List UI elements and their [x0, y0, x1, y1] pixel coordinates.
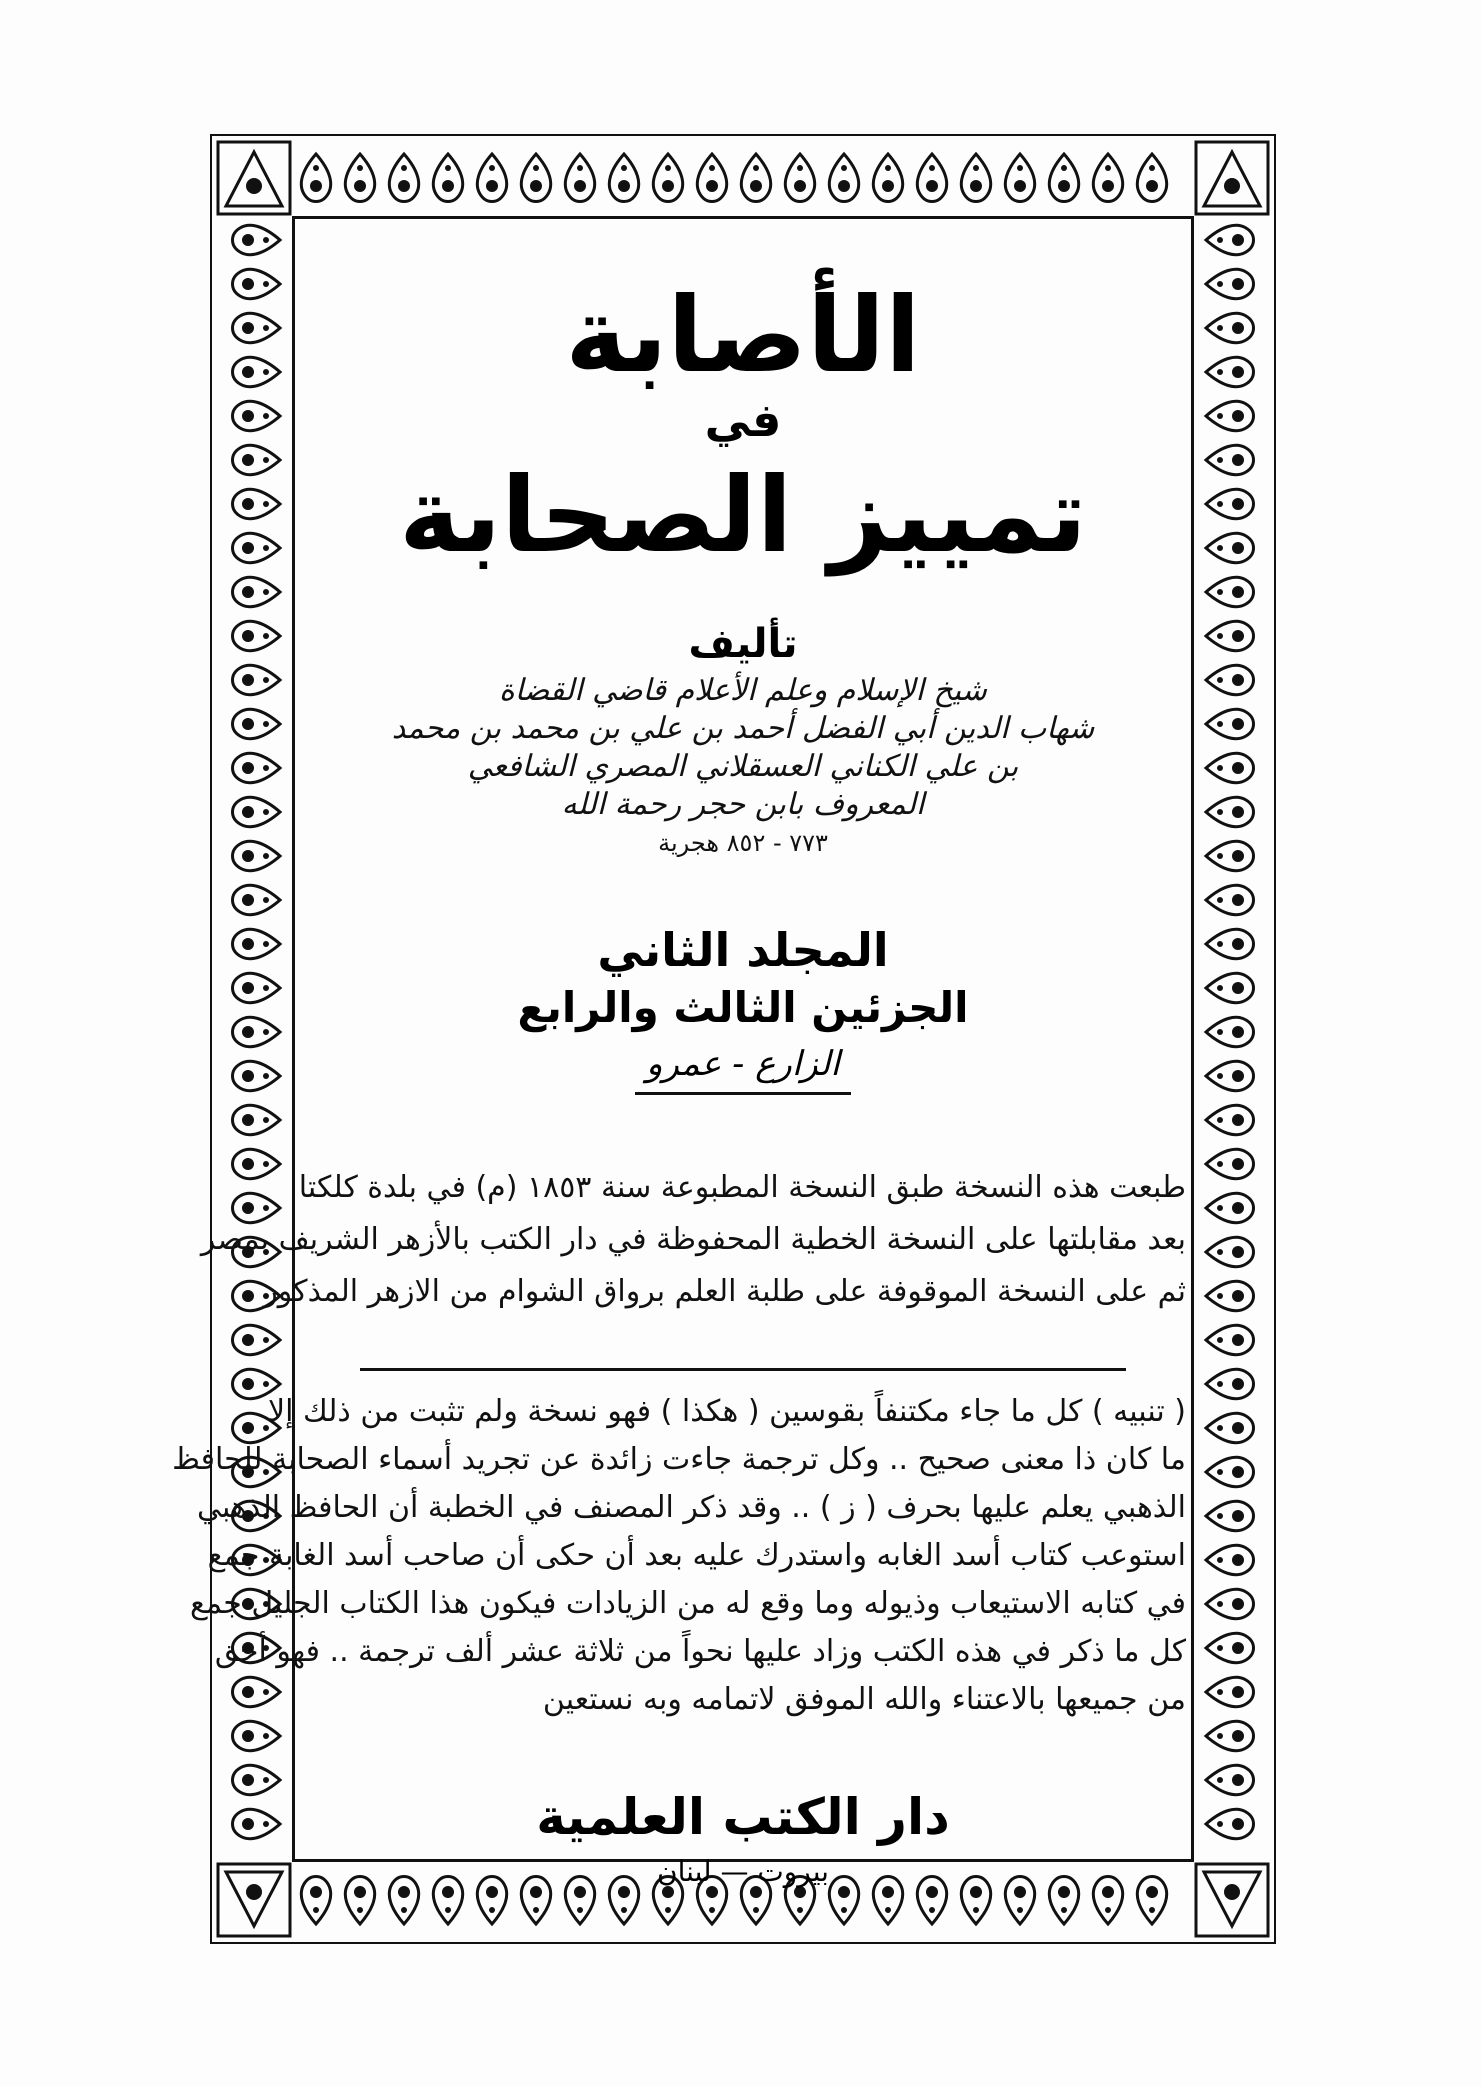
teardrop-ornament-icon [1206, 1281, 1254, 1310]
teardrop-ornament-icon [1206, 973, 1254, 1002]
author-line: المعروف بابن حجر رحمة الله [561, 787, 925, 822]
notice-line: استوعب كتاب أسد الغابه واستدرك عليه بعد أن حكى أن صاحب أسد الغابة جمع [207, 1538, 1186, 1573]
volume-title: المجلد الثاني [597, 923, 889, 977]
teardrop-ornament-icon [1206, 1721, 1254, 1750]
teardrop-ornament-icon [233, 841, 281, 870]
notice-line: كل ما ذكر في هذه الكتب وزاد عليها نحواً من ثلاثة عشر ألف ترجمة .. فهو أحق [214, 1634, 1186, 1669]
teardrop-ornament-icon [233, 1149, 281, 1178]
teardrop-ornament-icon [1206, 1589, 1254, 1618]
teardrop-ornament-icon [521, 154, 550, 202]
teardrop-ornament-icon [1206, 621, 1254, 650]
teardrop-ornament-icon [653, 154, 682, 202]
notice-paragraph [172, 1388, 1186, 1724]
corner-ornament-icon [1194, 140, 1270, 216]
teardrop-ornament-icon [1206, 225, 1254, 254]
teardrop-ornament-icon [1206, 1017, 1254, 1046]
teardrop-ornament-icon [1206, 269, 1254, 298]
author-details [300, 672, 1186, 862]
teardrop-ornament-icon [233, 973, 281, 1002]
teardrop-ornament-icon [1206, 797, 1254, 826]
teardrop-ornament-icon [233, 1721, 281, 1750]
teardrop-ornament-icon [1206, 1325, 1254, 1354]
teardrop-ornament-icon [609, 154, 638, 202]
printing-note-line: ثم على النسخة الموقوفة على طلبة العلم برواق الشوام من الازهر المذكور [263, 1274, 1186, 1309]
teardrop-ornament-icon [233, 357, 281, 386]
teardrop-ornament-icon [233, 269, 281, 298]
teardrop-ornament-icon [233, 621, 281, 650]
teardrop-ornament-icon [741, 154, 770, 202]
teardrop-ornament-icon [1206, 1633, 1254, 1662]
printing-note [200, 1162, 1186, 1318]
teardrop-ornament-icon [1206, 1765, 1254, 1794]
teardrop-ornament-icon [1206, 1193, 1254, 1222]
teardrop-ornament-icon [1206, 929, 1254, 958]
printing-note-divider [360, 1368, 1126, 1371]
teardrop-ornament-icon [565, 154, 594, 202]
teardrop-ornament-icon [1206, 533, 1254, 562]
author-line: شهاب الدين أبي الفضل أحمد بن علي بن محمد بن محمد [391, 711, 1095, 746]
teardrop-ornament-icon [233, 1809, 281, 1838]
corner-ornament-icon [1194, 1862, 1270, 1938]
notice-line: في كتابه الاستيعاب وذيوله وما وقع له من الزيادات فيكون هذا الكتاب الجليل جمع [189, 1586, 1186, 1621]
author-dates: ٧٧٣ - ٨٥٢ هجرية [658, 829, 828, 857]
teardrop-ornament-icon [233, 225, 281, 254]
teardrop-ornament-icon [1206, 709, 1254, 738]
teardrop-ornament-icon [785, 154, 814, 202]
teardrop-ornament-icon [233, 885, 281, 914]
book-title-line-2: في [704, 393, 782, 447]
book-title-line-3: تمييز الصحابة [399, 454, 1087, 576]
teardrop-ornament-icon [1206, 357, 1254, 386]
teardrop-ornament-icon [1206, 577, 1254, 606]
notice-line: ( تنبيه ) كل ما جاء مكتنفاً بقوسين ( هكذا ) فهو نسخة ولم تثبت من ذلك إلا [268, 1394, 1186, 1429]
notice-line: ما كان ذا معنى صحيح .. وكل ترجمة جاءت زائدة عن تجريد أسماء الصحابة للحافظ [172, 1442, 1186, 1477]
teardrop-ornament-icon [233, 1765, 281, 1794]
border-band-top [216, 140, 1270, 216]
teardrop-ornament-icon [1206, 1061, 1254, 1090]
border-pattern-top [216, 140, 1270, 216]
author-line: بن علي الكناني العسقلاني المصري الشافعي [467, 749, 1019, 784]
teardrop-ornament-icon [1206, 665, 1254, 694]
teardrop-ornament-icon [1206, 1149, 1254, 1178]
teardrop-ornament-icon [233, 313, 281, 342]
publisher-name: دار الكتب العلمية [536, 1788, 950, 1846]
teardrop-ornament-icon [233, 709, 281, 738]
teardrop-ornament-icon [873, 154, 902, 202]
range-underline [635, 1092, 851, 1095]
teardrop-ornament-icon [1206, 1545, 1254, 1574]
teardrop-ornament-icon [1206, 1677, 1254, 1706]
teardrop-ornament-icon [1206, 1369, 1254, 1398]
teardrop-ornament-icon [1093, 154, 1122, 202]
border-band-right [1194, 216, 1270, 1862]
teardrop-ornament-icon [233, 445, 281, 474]
teardrop-ornament-icon [697, 154, 726, 202]
author-label: تأليف [688, 621, 798, 667]
teardrop-ornament-icon [1206, 1501, 1254, 1530]
teardrop-ornament-icon [233, 489, 281, 518]
publisher-city: بيروت — لبنان [657, 1855, 829, 1888]
book-title-line-1: الأصابة [565, 274, 921, 396]
teardrop-ornament-icon [917, 154, 946, 202]
notice-line: من جميعها بالاعتناء والله الموفق لاتمامه وبه نستعين [542, 1682, 1186, 1717]
teardrop-ornament-icon [1206, 445, 1254, 474]
teardrop-ornament-icon [301, 154, 330, 202]
volume-range: الزارع - عمرو [646, 1044, 840, 1084]
teardrop-ornament-icon [1206, 753, 1254, 782]
title-text-block [172, 240, 1186, 1888]
corner-ornament-icon [216, 1862, 292, 1938]
teardrop-ornament-icon [233, 1677, 281, 1706]
teardrop-ornament-icon [829, 154, 858, 202]
teardrop-ornament-icon [233, 1061, 281, 1090]
printing-note-line: طبعت هذه النسخة طبق النسخة المطبوعة سنة ١٨٥٣ (م) في بلدة كلكتا [298, 1170, 1186, 1205]
teardrop-ornament-icon [433, 154, 462, 202]
teardrop-ornament-icon [1206, 489, 1254, 518]
teardrop-ornament-icon [233, 1105, 281, 1134]
teardrop-ornament-icon [233, 577, 281, 606]
notice-line: الذهبي يعلم عليها بحرف ( ز ) .. وقد ذكر المصنف في الخطبة أن الحافظ الذهبي [197, 1490, 1186, 1525]
teardrop-ornament-icon [233, 1017, 281, 1046]
volume-parts: الجزئين الثالث والرابع [517, 983, 969, 1032]
author-line: شيخ الإسلام وعلم الأعلام قاضي القضاة [499, 673, 987, 708]
teardrop-ornament-icon [1206, 1237, 1254, 1266]
teardrop-ornament-icon [233, 797, 281, 826]
teardrop-ornament-icon [1206, 841, 1254, 870]
teardrop-ornament-icon [1206, 1457, 1254, 1486]
border-pattern-right [1194, 216, 1270, 1862]
printing-note-line: بعد مقابلتها على النسخة الخطية المحفوظة في دار الكتب بالأزهر الشريف بمصر [200, 1222, 1186, 1257]
teardrop-ornament-icon [1206, 401, 1254, 430]
teardrop-ornament-icon [233, 401, 281, 430]
teardrop-ornament-icon [961, 154, 990, 202]
teardrop-ornament-icon [233, 1325, 281, 1354]
corner-ornament-icon [216, 140, 292, 216]
teardrop-ornament-icon [1206, 1809, 1254, 1838]
teardrop-ornament-icon [233, 533, 281, 562]
teardrop-ornament-icon [477, 154, 506, 202]
teardrop-ornament-icon [233, 753, 281, 782]
teardrop-ornament-icon [1206, 1413, 1254, 1442]
teardrop-ornament-icon [1206, 313, 1254, 342]
teardrop-ornament-icon [345, 154, 374, 202]
teardrop-ornament-icon [1049, 154, 1078, 202]
teardrop-ornament-icon [1206, 1105, 1254, 1134]
teardrop-ornament-icon [233, 665, 281, 694]
teardrop-ornament-icon [1206, 885, 1254, 914]
teardrop-ornament-icon [1005, 154, 1034, 202]
teardrop-ornament-icon [389, 154, 418, 202]
teardrop-ornament-icon [1137, 154, 1166, 202]
teardrop-ornament-icon [233, 929, 281, 958]
